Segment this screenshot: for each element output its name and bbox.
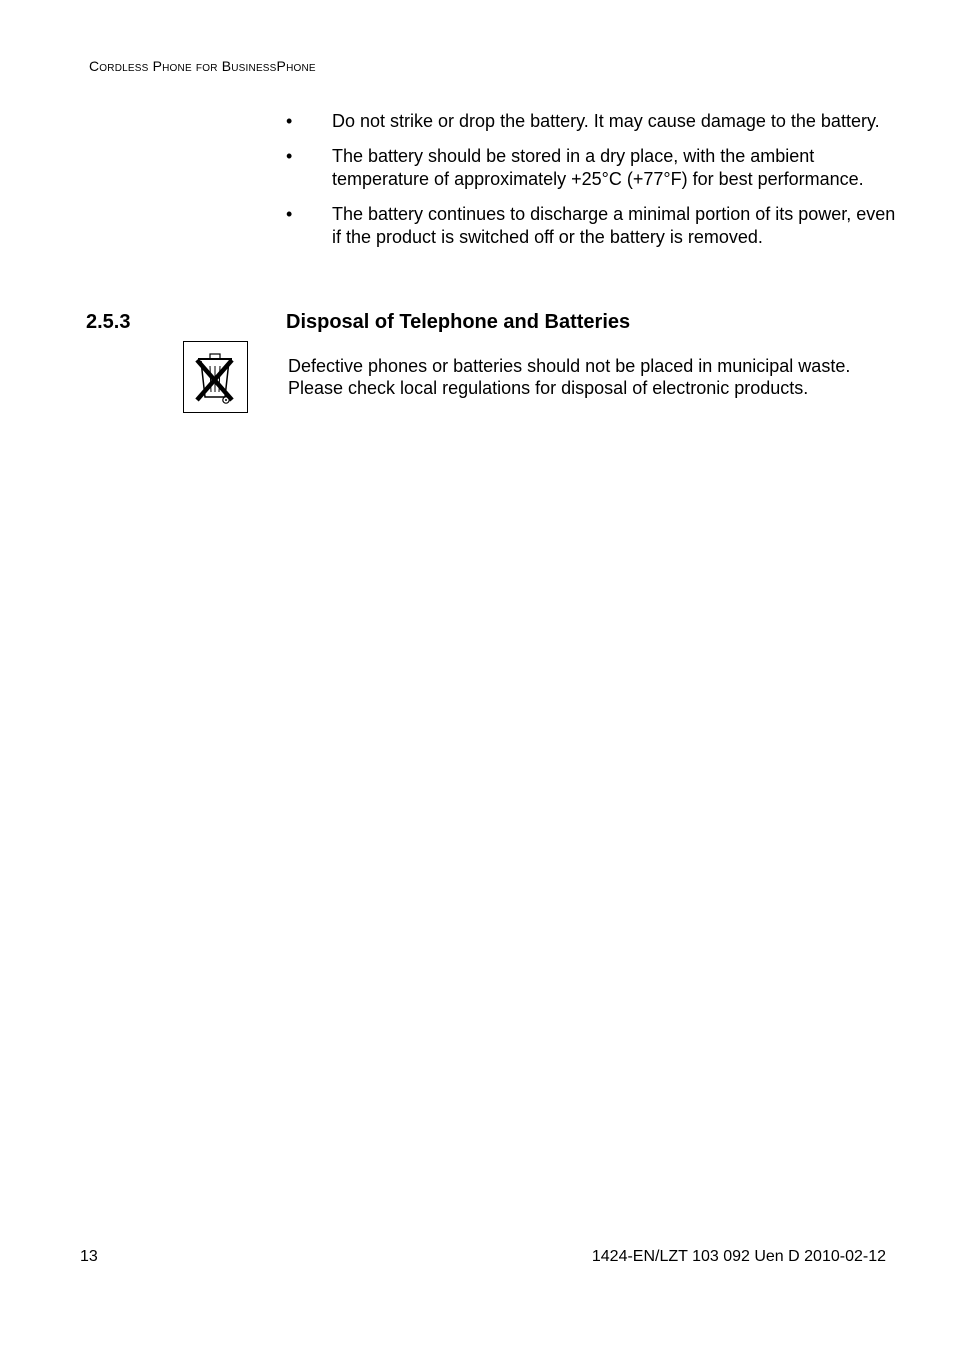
list-item-text: The battery should be stored in a dry place, with the ambient temperature of approximately +25°C (+77°F) for best performance. [332, 146, 864, 189]
list-item-text: The battery continues to discharge a minimal portion of its power, even if the product is switched off or the battery is removed. [332, 204, 896, 247]
disposal-instructions [288, 355, 908, 399]
bullet-icon: • [286, 204, 293, 224]
disposal-line: Please check local regulations for disposal of electronic products. [288, 378, 809, 398]
bullet-icon: • [286, 111, 293, 131]
bullet-icon: • [286, 146, 293, 166]
list-item [286, 203, 906, 249]
document-id: 1424-EN/LZT 103 092 Uen D 2010-02-12 [591, 1248, 886, 1265]
running-header: Cordless Phone for BusinessPhone [89, 58, 316, 74]
crossed-out-wheelie-bin-icon [183, 341, 248, 413]
section-number: 2.5.3 [86, 311, 131, 333]
section-title: Disposal of Telephone and Batteries [286, 311, 631, 333]
disposal-line: Defective phones or batteries should not be placed in municipal waste. [288, 356, 851, 376]
page-number: 13 [80, 1248, 98, 1265]
list-item-text: Do not strike or drop the battery. It may cause damage to the battery. [332, 111, 880, 131]
list-item [286, 110, 906, 133]
list-item [286, 145, 906, 191]
battery-precautions-list [286, 110, 906, 261]
